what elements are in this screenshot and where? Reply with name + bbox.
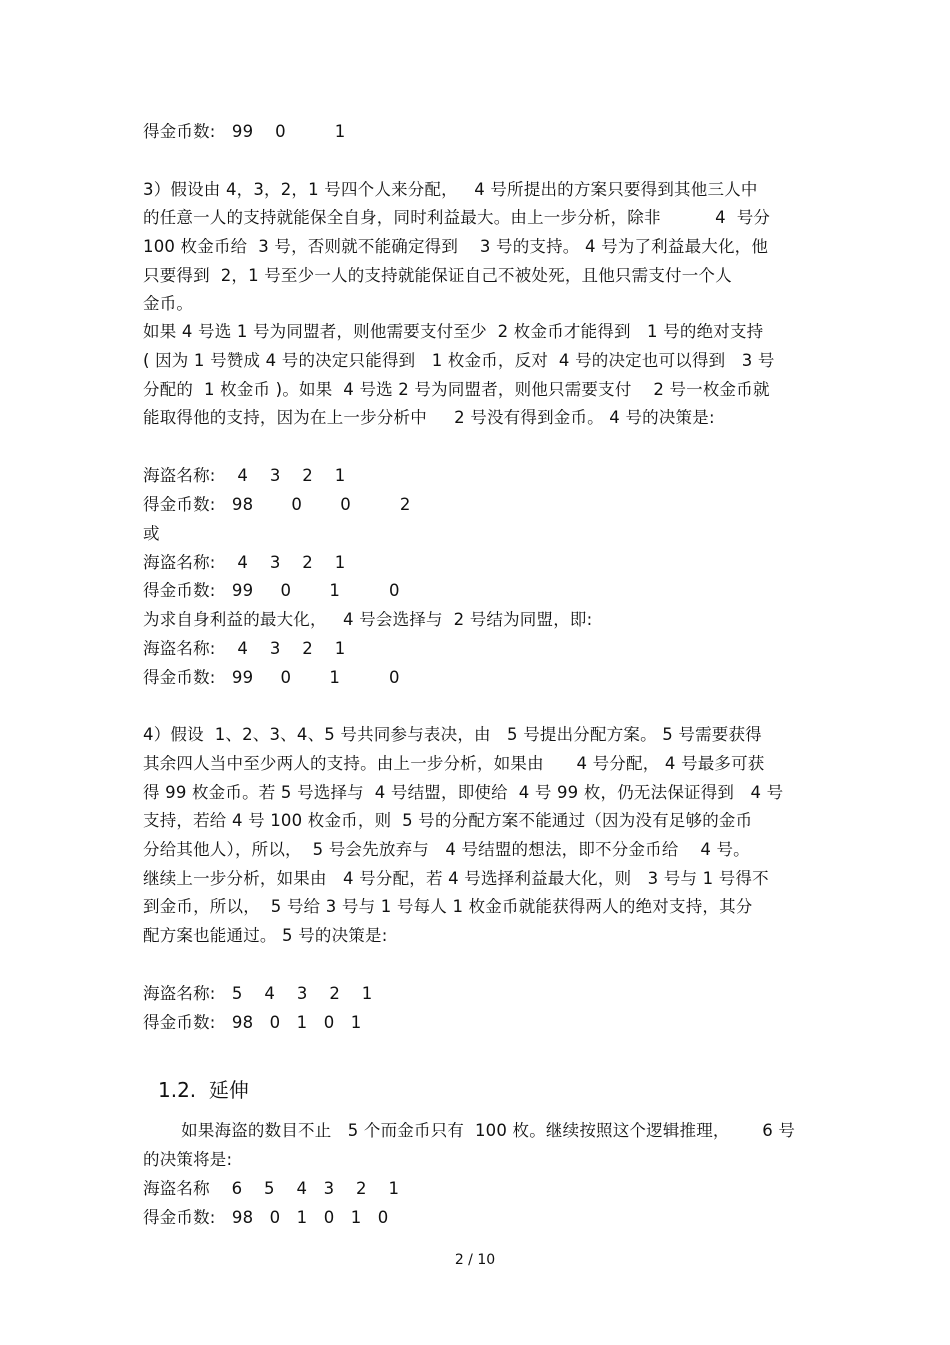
option1-coin-counts: 得金币数: 98 0 0 2	[143, 495, 411, 514]
section3-paragraph-line: 金币。	[143, 294, 194, 313]
section4-paragraph-line: 分给其他人），所以， 5 号会先放弃与 4 号结盟的想法，即不分金币给 4 号。	[143, 840, 750, 859]
section3-paragraph-line: 100 枚金币给 3 号，否则就不能确定得到 3 号的支持。 4 号为了利益最大化，他	[143, 237, 769, 256]
section3-paragraph2-line: 分配的 1 枚金币 )。如果 4 号选 2 号为同盟者，则他只需要支付 2 号一枚金币就	[143, 380, 770, 399]
section4-paragraph-line: 到金币，所以， 5 号给 3 号与 1 号每人 1 枚金币就能获得两人的绝对支持，其分	[143, 897, 753, 916]
final-pirate-names: 海盗名称: 4 3 2 1	[143, 639, 346, 658]
page-number: 2 / 10	[454, 1252, 496, 1268]
section12-paragraph-line: 的决策将是:	[143, 1150, 233, 1169]
section4-paragraph-line: 支持，若给 4 号 100 枚金币，则 5 号的分配方案不能通过（因为没有足够的金币	[143, 811, 753, 830]
section-heading: 1.2. 延伸	[158, 1078, 249, 1102]
section3-paragraph2-line: 能取得他的支持，因为在上一步分析中 2 号没有得到金币。 4 号的决策是:	[143, 408, 715, 427]
section3-paragraph-line: 的任意一人的支持就能保全自身，同时利益最大。由上一步分析，除非 4 号分	[143, 208, 771, 227]
option1-pirate-names: 海盗名称: 4 3 2 1	[143, 466, 346, 485]
section3-paragraph-line: 3）假设由 4，3，2，1 号四个人来分配， 4 号所提出的方案只要得到其他三人中	[143, 180, 758, 199]
section4-paragraph-line: 4）假设 1、2、3、4、5 号共同参与表决，由 5 号提出分配方案。 5 号需要获得	[143, 725, 762, 744]
section3-paragraph2-line: 如果 4 号选 1 号为同盟者，则他需要支付至少 2 枚金币才能得到 1 号的绝对支持	[143, 322, 764, 341]
option2-coin-counts: 得金币数: 99 0 1 0	[143, 581, 400, 600]
section3-paragraph-line: 只要得到 2，1 号至少一人的支持就能保证自己不被处死，且他只需支付一个人	[143, 266, 732, 285]
section4-paragraph-line: 配方案也能通过。 5 号的决策是:	[143, 926, 388, 945]
section4-paragraph-line: 得 99 枚金币。若 5 号选择与 4 号结盟，即使给 4 号 99 枚，仍无法保证得到 4 号	[143, 783, 784, 802]
section12-coin-counts: 得金币数: 98 0 1 0 1 0	[143, 1208, 389, 1227]
section12-paragraph-line: 如果海盗的数目不止 5 个而金币只有 100 枚。继续按照这个逻辑推理， 6 号	[143, 1121, 796, 1140]
section4-coin-counts: 得金币数: 98 0 1 0 1	[143, 1013, 362, 1032]
final-coin-counts: 得金币数: 99 0 1 0	[143, 668, 400, 687]
section3-paragraph2-line: ( 因为 1 号赞成 4 号的决定只能得到 1 枚金币，反对 4 号的决定也可以得到 3 号	[143, 351, 775, 370]
option2-pirate-names: 海盗名称: 4 3 2 1	[143, 553, 346, 572]
section12-pirate-names: 海盗名称 6 5 4 3 2 1	[143, 1179, 400, 1198]
section4-paragraph-line: 继续上一步分析，如果由 4 号分配，若 4 号选择利益最大化，则 3 号与 1 号得不	[143, 869, 769, 888]
section4-paragraph-line: 其余四人当中至少两人的支持。由上一步分析，如果由 4 号分配， 4 号最多可获	[143, 754, 765, 773]
section4-pirate-names: 海盗名称: 5 4 3 2 1	[143, 984, 373, 1003]
top-coin-row: 得金币数: 99 0 1	[143, 122, 346, 141]
or-label: 或	[143, 524, 160, 543]
section3-conclusion: 为求自身利益的最大化， 4 号会选择与 2 号结为同盟，即:	[143, 610, 593, 629]
